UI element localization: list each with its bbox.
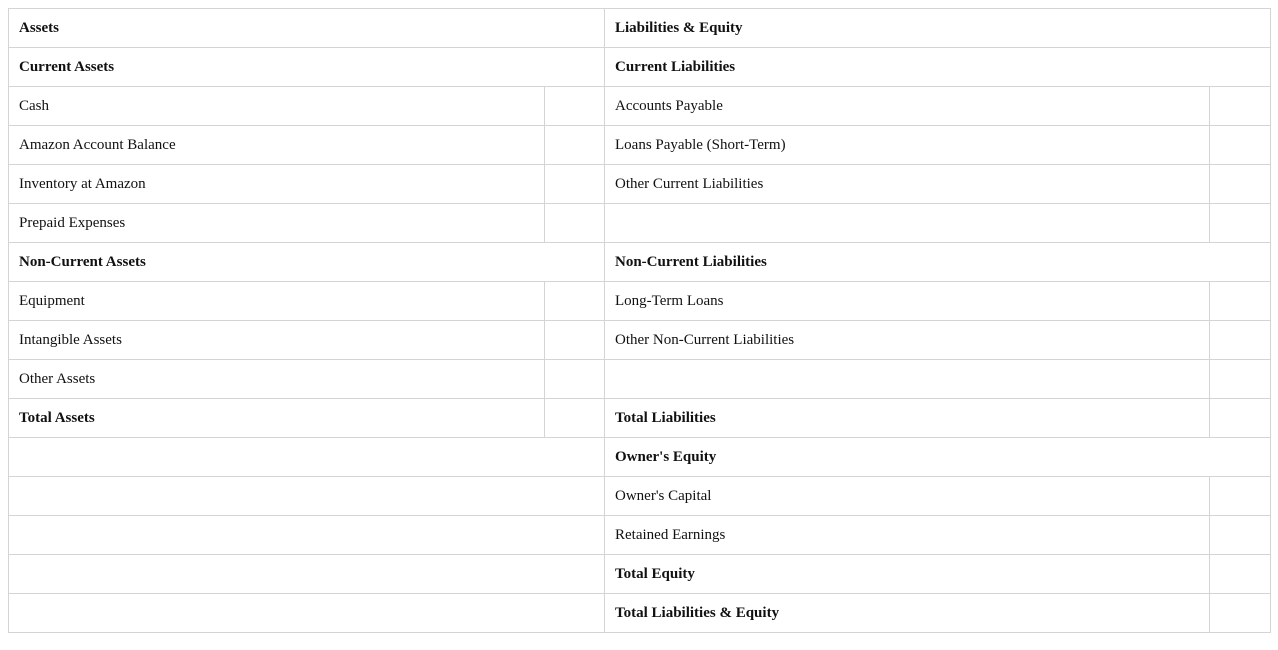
table-row — [9, 516, 1271, 555]
current-assets-heading: Current Assets — [9, 48, 605, 87]
total-equity-value[interactable] — [1210, 555, 1271, 594]
asset-value-prepaid-expenses[interactable] — [545, 204, 605, 243]
asset-value-amazon-account-balance[interactable] — [545, 126, 605, 165]
noncurrent-assets-heading: Non-Current Assets — [9, 243, 605, 282]
liability-value-accounts-payable[interactable] — [1210, 87, 1271, 126]
asset-label-prepaid-expenses: Prepaid Expenses — [9, 204, 545, 243]
table-row — [9, 165, 1271, 204]
liability-label-other-current-liabilities: Other Current Liabilities — [605, 165, 1210, 204]
liabilities-equity-header: Liabilities & Equity — [605, 9, 1271, 48]
total-liabilities-equity-value[interactable] — [1210, 594, 1271, 633]
asset-label-other-assets: Other Assets — [9, 360, 545, 399]
empty-asset-cell — [9, 438, 605, 477]
asset-label-cash: Cash — [9, 87, 545, 126]
total-equity-label: Total Equity — [605, 555, 1210, 594]
total-liabilities-label: Total Liabilities — [605, 399, 1210, 438]
equity-label-retained-earnings: Retained Earnings — [605, 516, 1210, 555]
total-assets-label: Total Assets — [9, 399, 545, 438]
total-assets-value[interactable] — [545, 399, 605, 438]
table-row — [9, 126, 1271, 165]
table-row — [9, 477, 1271, 516]
asset-value-other-assets[interactable] — [545, 360, 605, 399]
liability-value-blank[interactable] — [1210, 360, 1271, 399]
header-row — [9, 9, 1271, 48]
asset-value-intangible-assets[interactable] — [545, 321, 605, 360]
liability-value-long-term-loans[interactable] — [1210, 282, 1271, 321]
table-row — [9, 87, 1271, 126]
totals-row — [9, 399, 1271, 438]
asset-label-inventory-at-amazon: Inventory at Amazon — [9, 165, 545, 204]
liability-label-blank — [605, 204, 1210, 243]
asset-label-intangible-assets: Intangible Assets — [9, 321, 545, 360]
empty-asset-cell — [9, 555, 605, 594]
section-row — [9, 438, 1271, 477]
empty-asset-cell — [9, 477, 605, 516]
total-liabilities-equity-label: Total Liabilities & Equity — [605, 594, 1210, 633]
asset-value-equipment[interactable] — [545, 282, 605, 321]
table-row — [9, 282, 1271, 321]
table-row — [9, 360, 1271, 399]
balance-sheet-table — [8, 8, 1271, 633]
table-row — [9, 204, 1271, 243]
liability-label-other-noncurrent-liabilities: Other Non-Current Liabilities — [605, 321, 1210, 360]
table-row — [9, 321, 1271, 360]
liability-label-accounts-payable: Accounts Payable — [605, 87, 1210, 126]
section-row — [9, 48, 1271, 87]
equity-label-owners-capital: Owner's Capital — [605, 477, 1210, 516]
section-row — [9, 243, 1271, 282]
equity-value-retained-earnings[interactable] — [1210, 516, 1271, 555]
asset-label-equipment: Equipment — [9, 282, 545, 321]
asset-label-amazon-account-balance: Amazon Account Balance — [9, 126, 545, 165]
equity-value-owners-capital[interactable] — [1210, 477, 1271, 516]
owners-equity-heading: Owner's Equity — [605, 438, 1271, 477]
empty-asset-cell — [9, 594, 605, 633]
liability-label-loans-payable-short-term: Loans Payable (Short-Term) — [605, 126, 1210, 165]
empty-asset-cell — [9, 516, 605, 555]
assets-header: Assets — [9, 9, 605, 48]
asset-value-cash[interactable] — [545, 87, 605, 126]
liability-value-other-noncurrent-liabilities[interactable] — [1210, 321, 1271, 360]
noncurrent-liabilities-heading: Non-Current Liabilities — [605, 243, 1271, 282]
current-liabilities-heading: Current Liabilities — [605, 48, 1271, 87]
totals-row — [9, 555, 1271, 594]
liability-label-long-term-loans: Long-Term Loans — [605, 282, 1210, 321]
liability-value-blank[interactable] — [1210, 204, 1271, 243]
liability-value-other-current-liabilities[interactable] — [1210, 165, 1271, 204]
liability-label-blank — [605, 360, 1210, 399]
totals-row — [9, 594, 1271, 633]
liability-value-loans-payable-short-term[interactable] — [1210, 126, 1271, 165]
asset-value-inventory-at-amazon[interactable] — [545, 165, 605, 204]
total-liabilities-value[interactable] — [1210, 399, 1271, 438]
